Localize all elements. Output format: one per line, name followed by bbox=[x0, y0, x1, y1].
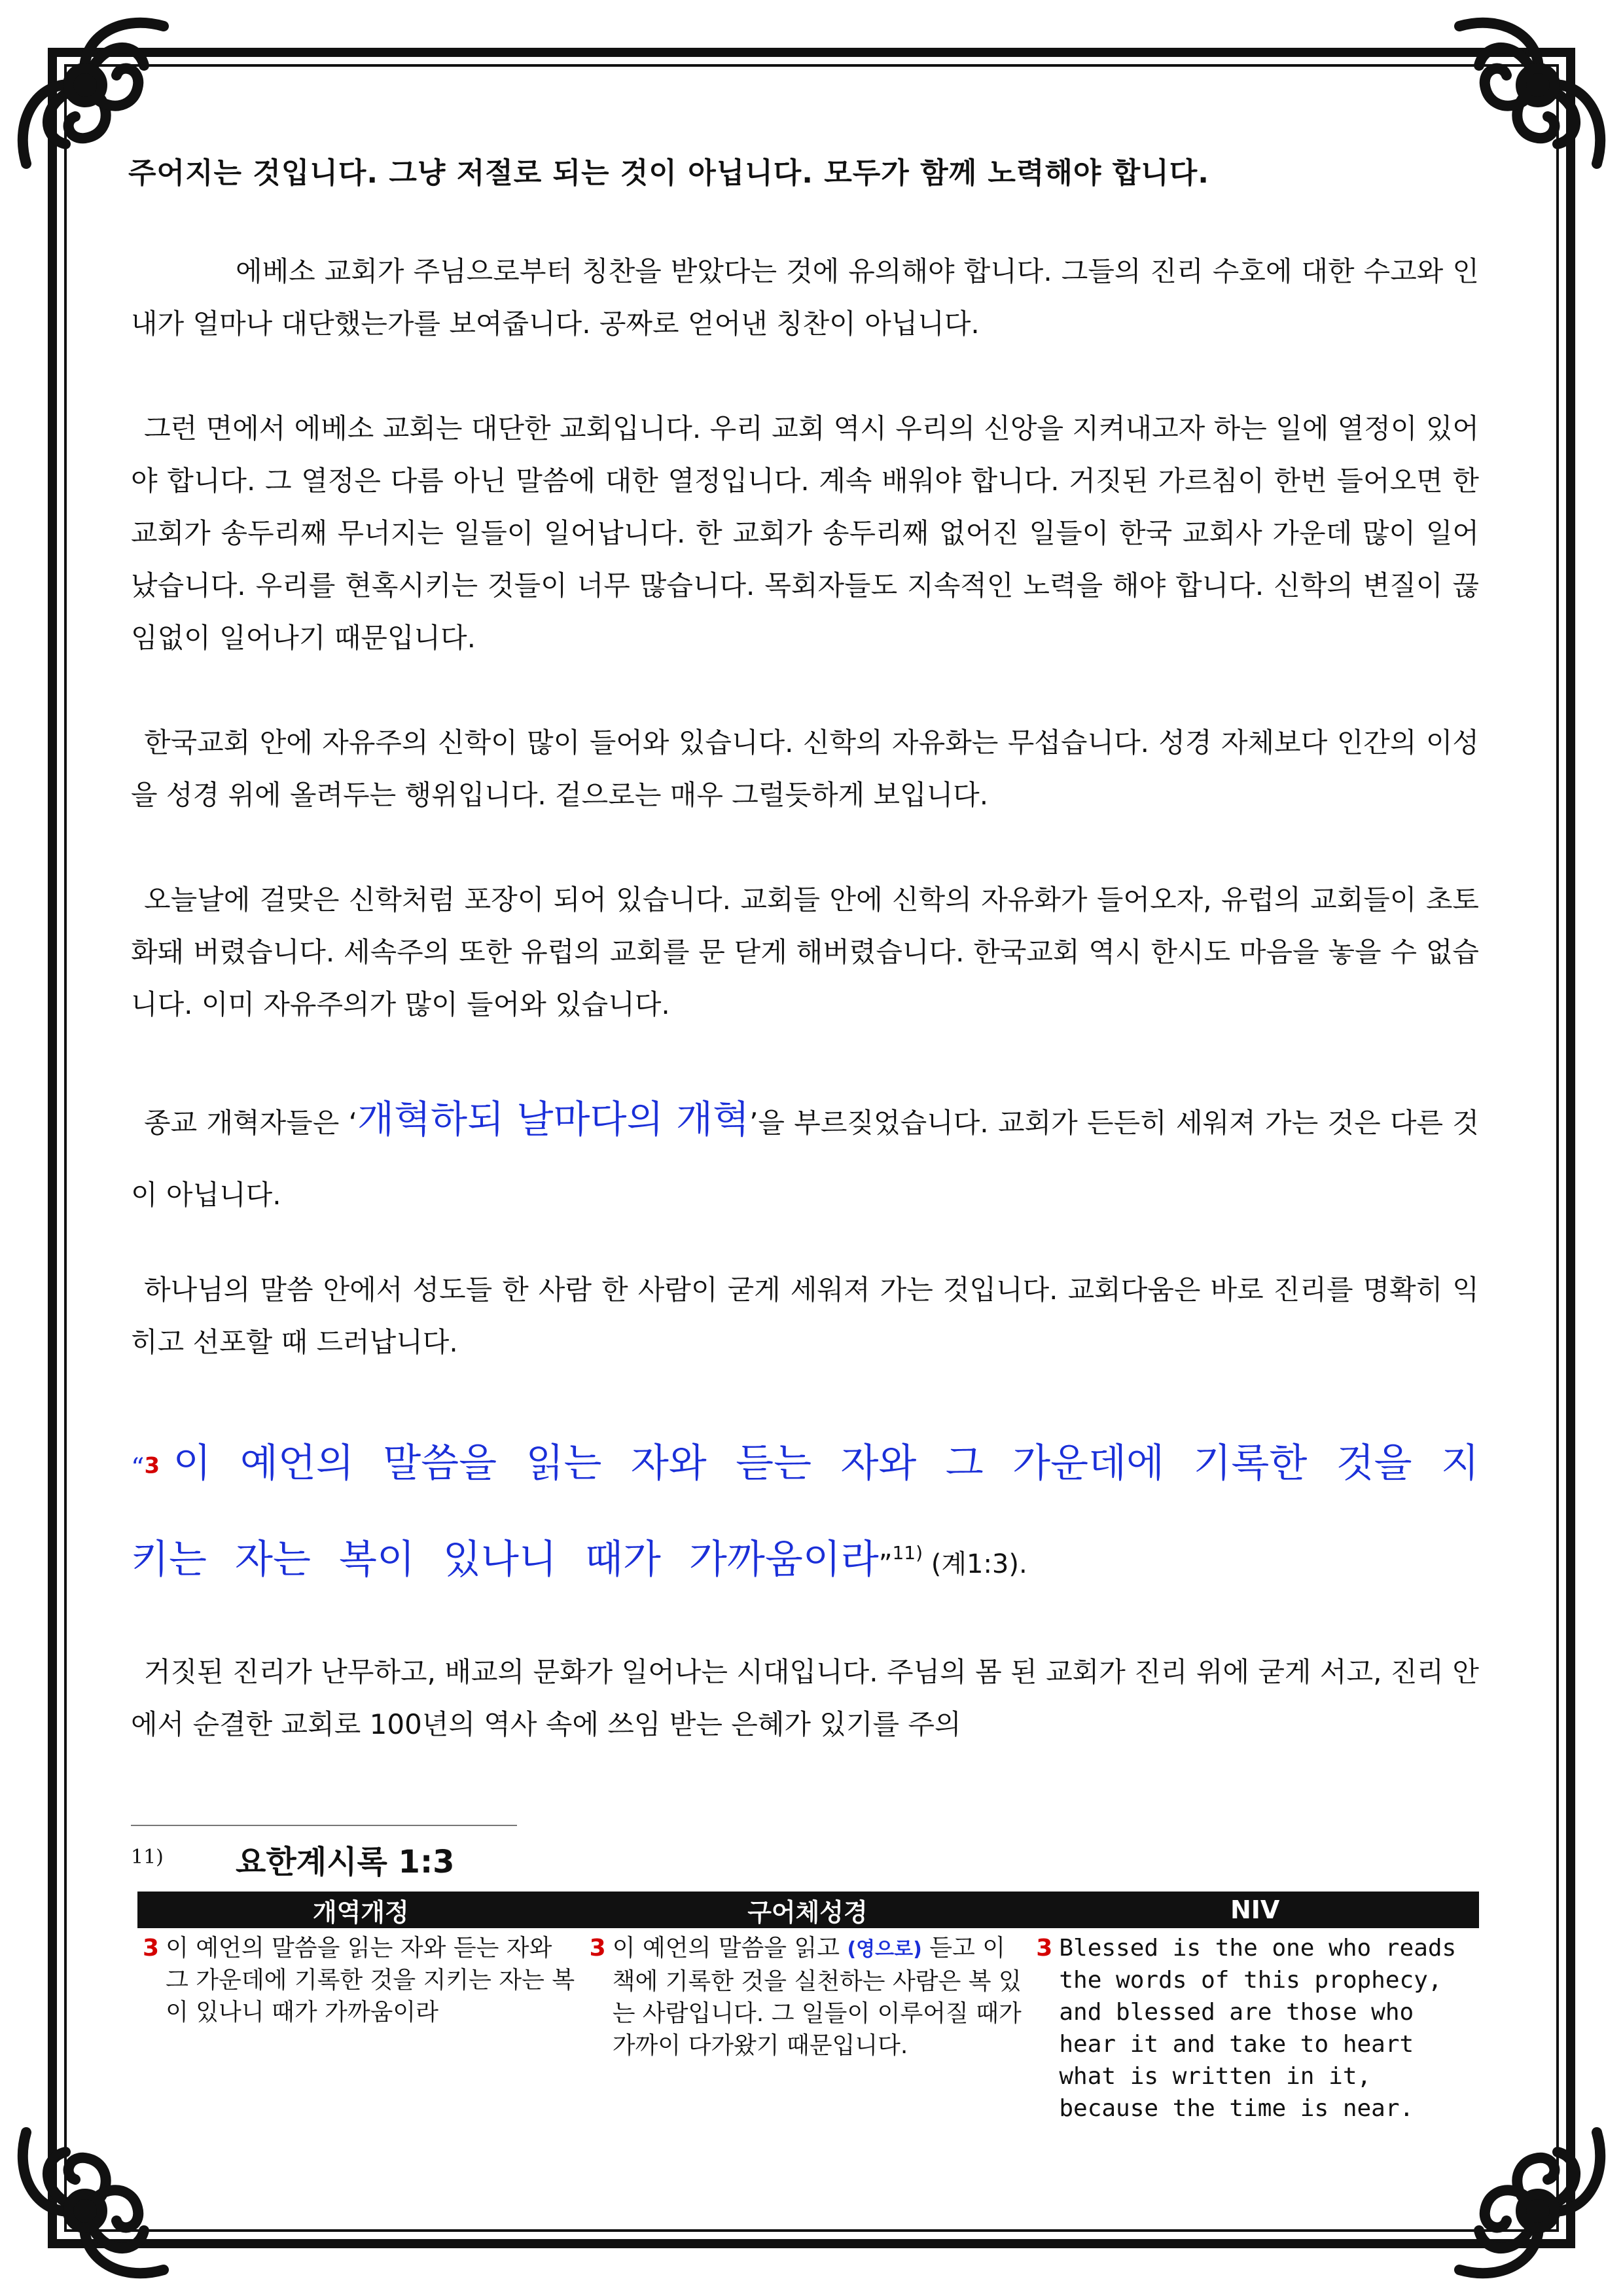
column-header-colloquial: 구어체성경 bbox=[584, 1892, 1031, 1928]
verse-number: 3 bbox=[1036, 1935, 1053, 1962]
column-header-krv: 개역개정 bbox=[137, 1892, 584, 1928]
open-quote: “ bbox=[131, 1453, 145, 1483]
verse-text-krv: 이 예언의 말씀을 읽는 자와 듣는 자와 그 가운데에 기록한 것을 지키는 자는 복이 있나니 때가 가까움이라 bbox=[166, 1935, 575, 2026]
paragraph-ephesus-praise bbox=[131, 245, 1479, 350]
verse-number: 3 bbox=[144, 1452, 160, 1479]
reform-after: ’을 부르짖었습니다. 교회가 든든히 세워져 가는 것은 다른 것이 아닙니다. bbox=[131, 1107, 1479, 1211]
footnote-label: 11) bbox=[131, 1846, 164, 1869]
scripture-quote bbox=[131, 1421, 1479, 1607]
paragraph-reformers bbox=[131, 1083, 1479, 1231]
continued-heading: 주어지는 것입니다. 그냥 저절로 되는 것이 아닙니다. 모두가 함께 노력해야 합니다. bbox=[128, 156, 1209, 190]
paragraph-word-of-god bbox=[131, 1264, 1479, 1369]
column-header-niv: NIV bbox=[1031, 1892, 1479, 1928]
verse-text-niv: Blessed is the one who reads the words of this prophecy, and blessed are those who hear it and take to heart what is written in it, because the time is near. bbox=[1059, 1935, 1457, 2122]
paragraph-liberal-theology bbox=[131, 717, 1479, 821]
sermon-body bbox=[131, 245, 1479, 1751]
paragraph-text: 오늘날에 걸맞은 신학처럼 포장이 되어 있습니다. 교회들 안에 신학의 자유화가 들어오자, 유럽의 교회들이 초토화돼 버렸습니다. 세속주의 또한 유럽의 교회를 문 닫게 해버렸습니다. 한국교회 역시 한시도 마음을 놓을 수 없습니다. 이미 자유주의가 많이 들어와 있습니다. bbox=[131, 884, 1479, 1020]
verse-number: 3 bbox=[589, 1935, 606, 1962]
footnote-divider bbox=[131, 1825, 517, 1826]
paragraph-closing bbox=[131, 1646, 1479, 1751]
paragraph-text: 한국교회 안에 자유주의 신학이 많이 들어와 있습니다. 신학의 자유화는 무섭습니다. 성경 자체보다 인간의 이성을 성경 위에 올려두는 행위입니다. 겉으로는 매우 그럴듯하게 보입니다. bbox=[131, 726, 1479, 811]
cell-krv bbox=[137, 1928, 584, 2125]
verse-text-colloquial-rest: 듣고 이 책에 기록한 것을 실천하는 사람은 복 있는 사람입니다. 그 일들이 이루어질 때가 가까이 다가왔기 때문입니다. bbox=[612, 1935, 1022, 2059]
colloquial-tag: (영으로) bbox=[847, 1938, 922, 1961]
paragraph-europe-churches bbox=[131, 874, 1479, 1031]
verse-text: 이 예언의 말씀을 읽는 자와 듣는 자와 그 가운데에 기록한 것을 지키는 자는 복이 있나니 때가 가까움이라 bbox=[131, 1441, 1479, 1583]
paragraph-text: 하나님의 말씀 안에서 성도들 한 사람 한 사람이 굳게 세워져 가는 것입니다. 교회다움은 바로 진리를 명확히 익히고 선포할 때 드러납니다. bbox=[131, 1274, 1479, 1358]
paragraph-text: 거짓된 진리가 난무하고, 배교의 문화가 일어나는 시대입니다. 주님의 몸 된 교회가 진리 위에 굳게 서고, 진리 안에서 순결한 교회로 100년의 역사 속에 쓰임 받는 은혜가 있기를 주의 bbox=[131, 1656, 1479, 1740]
paragraph-text: 에베소 교회가 주님으로부터 칭찬을 받았다는 것에 유의해야 합니다. 그들의 진리 수호에 대한 수고와 인내가 얼마나 대단했는가를 보여줍니다. 공짜로 얻어낸 칭찬이 아닙니다. bbox=[131, 255, 1479, 340]
verse-text-colloquial: 이 예언의 말씀을 읽고 bbox=[612, 1935, 847, 1962]
reform-before: 종교 개혁자들은 ‘ bbox=[144, 1107, 357, 1139]
footnote-title: 요한계시록 1:3 bbox=[236, 1844, 455, 1880]
footnote-ref[interactable]: 11) bbox=[892, 1542, 923, 1564]
verse-number: 3 bbox=[143, 1935, 160, 1962]
paragraph-text: 그런 면에서 에베소 교회는 대단한 교회입니다. 우리 교회 역시 우리의 신앙을 지켜내고자 하는 일에 열정이 있어야 합니다. 그 열정은 다름 아닌 말씀에 대한 열정입니다. 계속 배워야 합니다. 거짓된 가르침이 한번 들어오면 한 교회가 송두리째 무너지는 일들이 일어납니다. 한 교회가 송두리째 없어진 일들이 한국 교회사 가운데 많이 일어났습니다. 우리를 현혹시키는 것들이 너무 많습니다. 목회자들도 지속적인 노력을 해야 합니다. 신학의 변질이 끊임없이 일어나기 때문입니다. bbox=[131, 412, 1479, 654]
verse-reference: (계1:3). bbox=[923, 1549, 1027, 1579]
cell-colloquial bbox=[584, 1928, 1031, 2125]
reform-highlight: 개혁하되 날마다의 개혁 bbox=[357, 1097, 750, 1141]
table-header-row bbox=[137, 1892, 1479, 1928]
table-row bbox=[137, 1928, 1479, 2125]
close-quote: ” bbox=[878, 1549, 893, 1579]
bible-version-table bbox=[137, 1892, 1479, 2125]
cell-niv bbox=[1031, 1928, 1479, 2125]
paragraph-passion-for-word bbox=[131, 403, 1479, 664]
